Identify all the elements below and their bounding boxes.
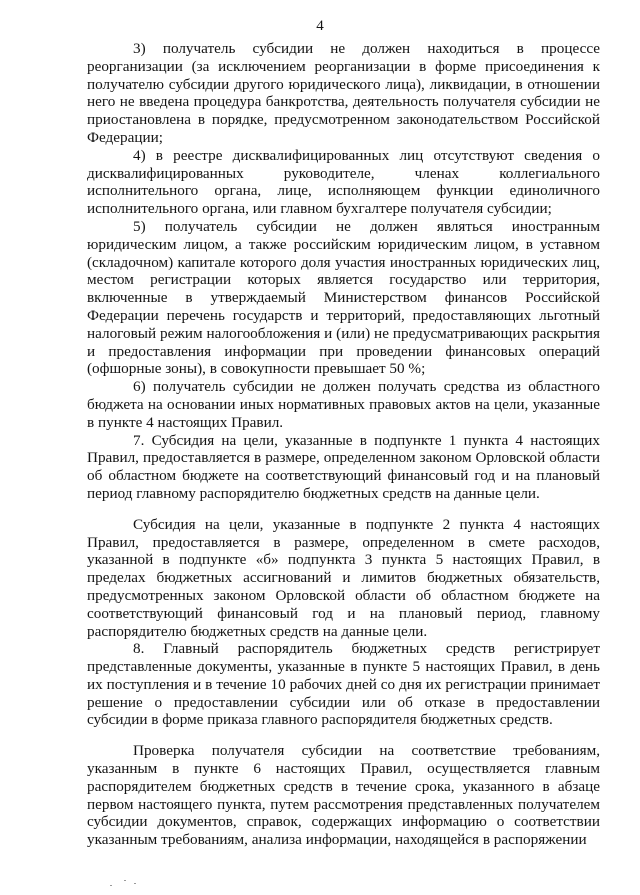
paragraph-item-3: 3) получатель субсидии не должен находиться в процессе реорганизации (за исключением реорганизации в форме присоединения к получателю субсидии другого юридического лица), ликвидации, в отношении него не введена процедура банкротства, деятельность получателя субсидии не приостановлена в порядке, предусмотренном законодательством Российской Федерации; — [87, 40, 600, 146]
paragraph-item-4: 4) в реестре дисквалифицированных лиц отсутствуют сведения о дисквалифицированных руководителе, членах коллегиального исполнительного органа, лице, исполняющем функции единоличного исполнительного органа, или главном бухгалтере получателя субсидии; — [87, 146, 600, 218]
paragraph-clause-7: 7. Субсидия на цели, указанные в подпункте 1 пункта 4 настоящих Правил, предоставляется в размере, определенном законом Орловской области об областном бюджете на соответствующий финансовый год и на плановый период главному распорядителю бюджетных средств на данные цели. — [87, 431, 600, 502]
scan-speck — [134, 883, 136, 884]
paragraph-item-6: 6) получатель субсидии не должен получать средства из областного бюджета на основании иных нормативных правовых актов на цели, указанные в пункте 4 настоящих Правил. — [87, 378, 600, 431]
scan-speck — [124, 880, 126, 881]
paragraph-clause-7-subsidy: Субсидия на цели, указанные в подпункте 2 пункта 4 настоящих Правил, предоставляется в размере, определенном в смете расходов, указанной в подпункте «б» подпункта 3 пункта 5 настоящих Правил, в пределах бюджетных ассигнований и лимитов бюджетных обязательств, предусмотренных законом Орловской области об областном бюджете на соответствующий финансовый год и на плановый период, главному распорядителю бюджетных средств на данные цели. — [87, 515, 600, 640]
paragraph-item-5: 5) получатель субсидии не должен являться иностранным юридическим лицом, а также российским юридическим лицом, в уставном (складочном) капитале которого доля участия иностранных юридических лиц, местом регистрации которых является государство или территория, включенные в утверждаемый Министерством финансов Российской Федерации перечень государств и территорий, предоставляющих льготный налоговый режим налогообложения и (или) не предусматривающих раскрытия и предоставления информации при проведении финансовых операций (офшорные зоны), в совокупности превышает 50 %; — [87, 217, 600, 378]
scan-speck — [110, 885, 112, 886]
document-body — [87, 40, 600, 849]
scan-specks — [110, 877, 150, 889]
paragraph-clause-8-verification: Проверка получателя субсидии на соответствие требованиям, указанным в пункте 6 настоящих Правил, осуществляется главным распорядителем бюджетных средств в течение срока, указанного в абзаце первом настоящего пункта, путем рассмотрения представленных получателем субсидии документов, справок, содержащих информацию о соответствии указанным требованиям, анализа информации, находящейся в распоряжении — [87, 742, 600, 849]
page-number: 4 — [316, 18, 324, 34]
paragraph-clause-8: 8. Главный распорядитель бюджетных средств регистрирует представленные документы, указанные в пункте 5 настоящих Правил, в день их поступления и в течение 10 рабочих дней со дня их регистрации принимает решение о предоставлении субсидии или об отказе в предоставлении субсидии в форме приказа главного распорядителя бюджетных средств. — [87, 640, 600, 729]
